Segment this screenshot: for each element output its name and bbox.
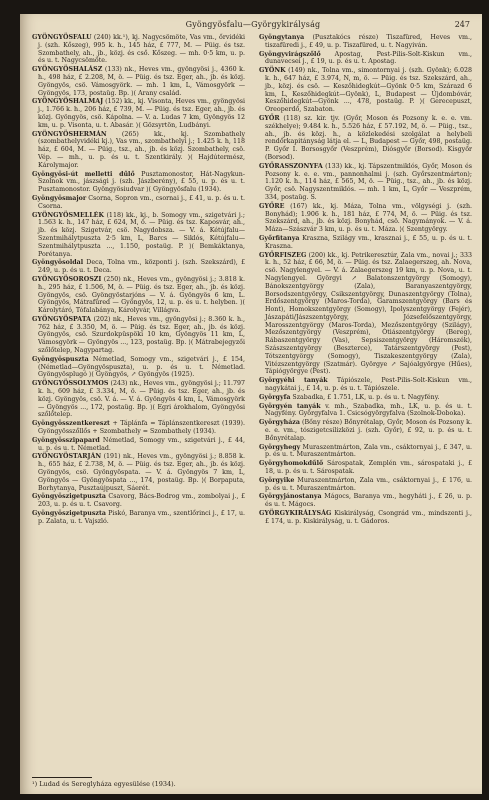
- entry-text: Kiskirályság, Csongrád vm., mindszenti j., £ 174, u. p. Kiskirályság, u. t. Gádoros.: [265, 510, 472, 525]
- entry-headword: GYŐRASSZONYFA: [259, 162, 323, 170]
- entry-text: Németlad, Somogy vm., szigetvári j., £ 154, (Németlad—Gyöngyöspuszta), u. p. és u. t. Németlad. Gyöngyösplugó ⟩( Gyöngyös, ↗ Gyöngyös (1925).: [38, 355, 245, 379]
- gazetteer-entry: [259, 377, 472, 393]
- entry-text: (152) kk., kj. Visonta, Heves vm., gyöngyösi j., 1.766 k. h., 206 ház, £ 739, M. — Püig. és tsz. Eger, ah., jb. és közj. Gyöngyös, csö. Kápolna. — V. a. Ludas 7 km, Gyöngyös 12 km, u. p. Visonta, u. t. Abasár. ⟩( Gözsyrtön, Ludbányi.: [38, 98, 245, 129]
- left-column: [32, 34, 245, 527]
- gazetteer-entry: [32, 276, 245, 315]
- entry-text: (200) kk., kj. Petrikeresztúr, Zala vm., novai j.; 333 k. h., 52 ház, £ 66, M, ö. — Püig. és tsz. Zalaegerszeg, ah. Nova, csö. Nagylengyel. — V. á. Zalaegerszeg 19 km, u. p. Nova, u. t. Nagylengyel. Györgyi ↗ Balatonszentgyörgy (Somogy), Bánokszentgyörgy (Zala), Baranyaszentgyörgy, Borsodszentgyörgy, Csikszentgyörgy, Dunaszentgyörgy (Tolna), Erdőszentgyörgy (Maros-Torda), Garamszentgyörgy (Bars és Hont), Homokszentgyörgy (Somogy), Ipolyszentgyörgy (Fejér), Jászapáti/Jászszentgyörgy, Józsefelőszentgyörgy, Marosszentgyörgy (Maros-Torda), Mezőszentgyörgy (Szilágy), Mezőszentgyörgy (Veszprém), Ótiászentgyörgy (Bereg), Rábaszentgyörgy (Vas), Sepsiszentgyörgy (Háromszék), Szászszentgyörgy (Beszterce), Tatárszentgyörgy (Pest), Tótszentgyörgy (Somogy), Tiszakeszentgyörgy (Zala), Vitézszentgyörgy (Szatmár). Györgye ↗ Sajóalgyörgye (Hűes), Tápiógyörgye (Pest).: [265, 251, 472, 376]
- book-page: [20, 14, 482, 794]
- gazetteer-entry: [32, 453, 245, 492]
- entry-text: Csorna, Sopron vm., csornai j., £ 41, u. p. és u. t. Csorna.: [38, 194, 245, 210]
- entry-headword: Gyöngyösi-út melletti dűlő: [32, 170, 135, 178]
- entry-headword: GYŐR: [259, 114, 280, 122]
- entry-headword: Györgyháza: [259, 419, 300, 427]
- gazetteer-entry: [32, 510, 245, 526]
- entry-text: (149) nk., Tolna vm., simontornyai j. (szh. Gyönk); 6.028 k. h., 647 ház, £ 3.974, N, m, ö. — Püig. és tsz. Szekszárd, ah., jb., közj. és csö. — Keszőhidegkút—Gyönk 0·5 km, Szárazd 6 km, L, Keszőhidegkút—Gyönk), L, Budapest — Újdombóvár, Keszőhidegkút—Gyönk ..., 478, postaüg. P. ⟩( Gerecepuszt, Oreoperdő, Szabaton.: [265, 67, 472, 114]
- gazetteer-entry: [259, 419, 472, 442]
- entry-text: Szabadka, £ 1.751, LK, u. p. és u. t. Nagyfény.: [290, 393, 440, 401]
- entry-headword: GYŐRFISZEG: [259, 251, 307, 259]
- entry-text: (167) kk., kj. Máza, Tolna vm., völgységi j. (szh. Bonyhád); 1.906 k. h., 181 ház, £ 774, M, ö. — Püig. és tsz. Szekszárd, ah., jb. és közj. Bonyhád, csö. Nagymányok. — V. á. Máza—Szászvár 3 km, u. p. és u. t. Máza. ⟩( Szentgyörgy.: [265, 202, 472, 234]
- gazetteer-entry: [32, 259, 245, 275]
- entry-text: (240) kk.¹), kj. Nagycsömöte, Vas vm., őrvidéki j. (szh. Kőszeg), 995 k. h., 145 ház, £ 777, M. — Püig. és tsz. Szombathely, ah., jb., közj. és cső. Kőszeg. — mh. 0·5 km, u. p. és u. t. Nagycsömöte.: [38, 34, 245, 65]
- gazetteer-entry: [259, 493, 472, 509]
- entry-text: v. mh., Szabadka, mh., LK, u. p. és u. t. Nagyfény. Györgyfalva 1. Csicsógyörgyfalva (Szolnok-Doboka).: [265, 402, 473, 418]
- gazetteer-entry: [259, 477, 472, 493]
- entry-headword: Gyöngyösszentkereszt: [32, 420, 110, 428]
- gazetteer-entry: [32, 316, 245, 355]
- entry-headword: GYÖNGYÖSFALU: [32, 34, 92, 41]
- entry-headword: Györgyéhi tanyák: [259, 377, 328, 385]
- entry-text: (265) kk., kj. Szombathely (szombathelyvidéki kj.), Vas vm., szombathelyi j.; 1.425 k. h, 118 ház, £ 604, M. — Püig., tsz., ah., jb. és közj. Szombathely, csö. Vép. — mh., u. p. és u. t. Szentkirály. ⟩( Hajdútermész, Károlymajor.: [38, 130, 245, 169]
- entry-headword: Györgyike: [259, 476, 295, 484]
- gazetteer-entry: [259, 203, 472, 234]
- entry-headword: Gyöngyöszigetpuszta: [32, 510, 106, 518]
- gazetteer-entry: [259, 252, 472, 377]
- entry-headword: GYÖNGYÖSMELLÉK: [32, 211, 104, 219]
- entry-headword: GYÖNK: [259, 67, 286, 75]
- page-number: 247: [454, 20, 470, 29]
- entry-headword: Györgyfa: [259, 393, 291, 401]
- gazetteer-entry: [259, 394, 472, 402]
- gazetteer-entry: [259, 67, 472, 114]
- entry-headword: GYÖNGYÖSTARJÁN: [32, 453, 102, 461]
- gazetteer-entry: [259, 510, 472, 526]
- entry-headword: Gyöngyöszigetpuszta: [32, 493, 106, 501]
- gazetteer-entry: [259, 444, 472, 460]
- entry-headword: GYÖNGYÖSOROSZI: [32, 275, 102, 283]
- entry-headword: Gyöngytanya: [259, 34, 305, 41]
- entry-headword: GYŐRE: [259, 202, 285, 210]
- gazetteer-entry: [32, 131, 245, 170]
- gazetteer-entry: [32, 380, 245, 419]
- entry-headword: Gyöngyösoldal: [32, 259, 84, 267]
- gazetteer-entry: [32, 34, 245, 65]
- entry-text: (Bőny része) Bőnyrétalap, Győr, Moson és Pozsony k. e. e. vm., tószigetcsilizközi j. (szh. Győr), £ 92, u. p. és u. t. Bőnyrétalap.: [265, 419, 472, 442]
- entry-headword: GYÖNGYÖSPATA: [32, 315, 92, 323]
- gazetteer-entry: [259, 51, 472, 67]
- entry-text: (250) nk., Heves vm., gyöngyösi j.; 3.818 k. h., 295 ház, £ 1.506, M, ö. — Püig. és tsz. Eger, ah., jb. és közj. Gyöngyös, csö. Gyöngyöstarjóns — V. á. Gyöngyös 6 km, L. Gyöngyös, Mátrafüred — Gyöngyös, 12, u. p. és u. t. helyben. ⟩( Károlytáró, Tófalabánya, Károlyvár, Villágva.: [38, 275, 245, 315]
- entry-headword: GYÖNGYÖSSOLYMOS: [32, 380, 109, 388]
- entry-headword: Gyöngyöspuszta: [32, 355, 89, 363]
- gazetteer-entry: [32, 356, 245, 379]
- entry-text: Kraszna, Szilágy vm., krasznai j., £ 55, u. p. és u. t. Kraszna.: [265, 234, 472, 250]
- entry-headword: Gyöngyösszipapard: [32, 436, 100, 444]
- gazetteer-entry: [32, 171, 245, 194]
- header-title: Gyöngyösfalu—Györgykirályság: [185, 20, 321, 29]
- entry-text: (118) kk., kj., b. Somogy vm., szigetvári j.; 1.563 k. h., 147 ház, £ 624, M, ö. — Püig. és tsz. Kaposvár, ah., jb. és közj. Szigetvár, csö. Nagydobsza. — V. á. Kétújfalu—Szentmihálytpuszta 2·5 km, L, Barcs — Siklós, Kétújfalu—Szentmihálytpuszta ..., 1.150, postaüg. P. ⟩( Bemkáktanya, Porétanya.: [38, 211, 245, 258]
- gazetteer-entry: [32, 195, 245, 211]
- gazetteer-entry: [259, 403, 472, 419]
- entry-headword: Györgyhomokdűlő: [259, 460, 324, 468]
- entry-text: Apostag, Pest-Pilis-Solt-Kiskun vm., dunavecsei j., £ 19, u. p. és u. t. Apostag.: [265, 50, 472, 66]
- right-column: [259, 34, 472, 527]
- footnote-rule: [32, 777, 92, 778]
- entry-text: Deca, Tolna vm., központi j. (szh. Szekszárd), £ 249, u. p. és u. t. Deca.: [38, 259, 245, 275]
- gazetteer-entry: [32, 437, 245, 453]
- gazetteer-entry: [32, 212, 245, 259]
- entry-headword: Györgyhegy: [259, 443, 301, 451]
- gazetteer-entry: [32, 66, 245, 97]
- entry-text: Csavorg, Bács-Bodrog vm., zombolyai j., £ 203, u. p. és u. t. Csavorg.: [38, 493, 245, 509]
- entry-headword: GYÖNGYÖSHALÁSZ: [32, 66, 103, 74]
- gazetteer-entry: [259, 34, 472, 50]
- entry-headword: GYÖNGYÖSHALMAJ: [32, 98, 104, 106]
- gazetteer-entry: [259, 163, 472, 202]
- entry-text: (133) kk., kj. Tápszentmiklós, Győr, Moson és Pozsony k. e. e. vm., pannonhalmi j. (szh. Győrszentmárton); 1.120 k. h., 114 ház, £ 565, M, ö. — Püig., tsz., ah., jb. és közj. Győr, csö. Nagyszentmiklós. — mh. 1 km, L, Győr — Veszprém, 334, postaüg. S.: [265, 162, 472, 201]
- entry-text: Németlad, Somogy vm., szigetvári j., £ 44, u. p. és u. t. Németlad.: [38, 436, 245, 452]
- entry-text: Piskó, Baranya vm., szentlőrinci j., £ 17, u. p. Zalata, u. t. Vajszló.: [38, 510, 245, 525]
- gazetteer-entry: [32, 98, 245, 129]
- gazetteer-entry: [259, 235, 472, 251]
- entry-text: + Táplánfa = Táplánszentkereszt (1939). Gyöngyösszőllős + Szombathely = Szombathely (1934).: [38, 420, 245, 436]
- gazetteer-entry: [32, 493, 245, 509]
- entry-headword: GYÖRGYKIRÁLYSÁG: [259, 510, 332, 518]
- entry-text: Pusztamonostor, Hát-Nagykun-Szolnok vm., jászsági j. (szh. Jászberény), £ 55, u. p. és u. t. Pusztamonostor. Gyöngyösiudvar ⟩( Gyöngyösfalu (1934).: [38, 170, 245, 194]
- entry-text: (202) nk., Heves vm., gyöngyösi j.; 8.360 k. h., 762 ház, £ 3.350, M, ö. — Püig. és tsz. Eger, ah., jb. és közj. Gyöngyös, csö. Szurdokpüspöki 10 km, Gyöngyös 11 km, L, Vámosgyörk — Gyöngyös ..., 123, postaüg. Bp. ⟩( Mátrabejegyzői szőlőtelep, Nagypartag.: [38, 315, 245, 355]
- running-header: [34, 20, 472, 34]
- entry-headword: Györgyjánostanya: [259, 493, 322, 501]
- entry-text: (243) nk., Heves vm., gyöngyösi j.; 11.797 k. h., 609 ház, £ 3.334, M, ö. — Püig. és tsz. Eger, ah., jb. és közj. Gyöngyös, csö. V. á. — V. á. Gyöngyös 4 km, L, Vámosgyörk — Gyöngyös ..., 172, postaüg. Bp. ⟩( Egri árokhalom, Gyöngyösi szőlőtelep.: [38, 380, 245, 419]
- entry-headword: Gyöngyösmajor: [32, 194, 87, 202]
- gazetteer-entry: [259, 115, 472, 162]
- gazetteer-entry: [32, 420, 245, 436]
- entry-text: Muraszentmárton, Zala vm., csáktornyai j., £ 347, u. p. és u. t. Muraszentmárton.: [265, 443, 472, 459]
- entry-headword: Györgyén tanyák: [259, 402, 321, 410]
- entry-text: (118) sz. kir. tjv. (Győr, Moson és Pozsony k. e. e. vm. székhelye); 9.484 k. h., 5.526 ház, £ 57.192, M, ö. — Püig., tsz., ah., jb. és közj. h., a közlekedési szolgálat a helybeli rendőrkapitányság látja el. — L, Budapest — Győr, 498, postaüg. P. Győr I. Borsosgyőr (Veszprém), Diósgyőr (Borsod). Kisgyőr (Borsod).: [265, 114, 472, 161]
- entry-text: Sárospatak, Zemplén vm., sárospataki j., £ 18, u. p. és u. t. Sárospatak.: [265, 460, 472, 476]
- gazetteer-entry: [259, 460, 472, 476]
- entry-text: (Pusztakócs része) Tiszafüred, Heves vm., tiszafüredi j., £ 49, u. p. Tiszafüred, u. t. Nagyiván.: [265, 34, 472, 49]
- entry-text: Tápiószele, Pest-Pilis-Solt-Kiskun vm., nagykátai j., £ 14, u. p. és u. t. Tápiószele.: [265, 377, 473, 393]
- entry-headword: Gyöngyvirágszőlő: [259, 50, 321, 58]
- entry-text: (133) nk., Heves vm., gyöngyösi j., 4360 k. h., 498 ház, £ 2.208, M, ö. — Püig. és tsz. Eger, ah., jb. és közj. Gyöngyös, csö. Vámosgyörk. — mh. 1 km, L, Vámosgyörk — Gyöngyös, 173, postaüg. Bp. ⟩( Arany család.: [38, 66, 245, 97]
- entry-text: Mágocs, Baranya vm., hegyháti j., £ 26, u. p. és u. t. Mágocs.: [265, 493, 472, 509]
- entry-headword: GYÖNGYÖSHERMÁN: [32, 130, 107, 138]
- entry-text: (191) nk., Heves vm., gyöngyösi j.; 8.858 k. h., 655 ház, £ 2.738, M, ö. — Püig. és tsz. Eger, ah., jb. és közj. Gyöngyös, csö. Gyöngyöspata. — V. á. Gyöngyös 7 km, L, Gyöngyös — Gyöngyöspata ..., 174, postaüg. Bp. ⟩( Borpaputa, Borhytanya, Pusztaújpuszt, Sáerét.: [38, 453, 245, 492]
- entry-headword: Győrfitanya: [259, 234, 300, 242]
- entry-text: Muraszentmárton, Zala vm., csáktornyai j., £ 176, u. p. és u. t. Muraszentmárton.: [265, 476, 472, 492]
- footnote: ¹) Ludad és Sereglyháza egyesülése (1934).: [32, 780, 176, 788]
